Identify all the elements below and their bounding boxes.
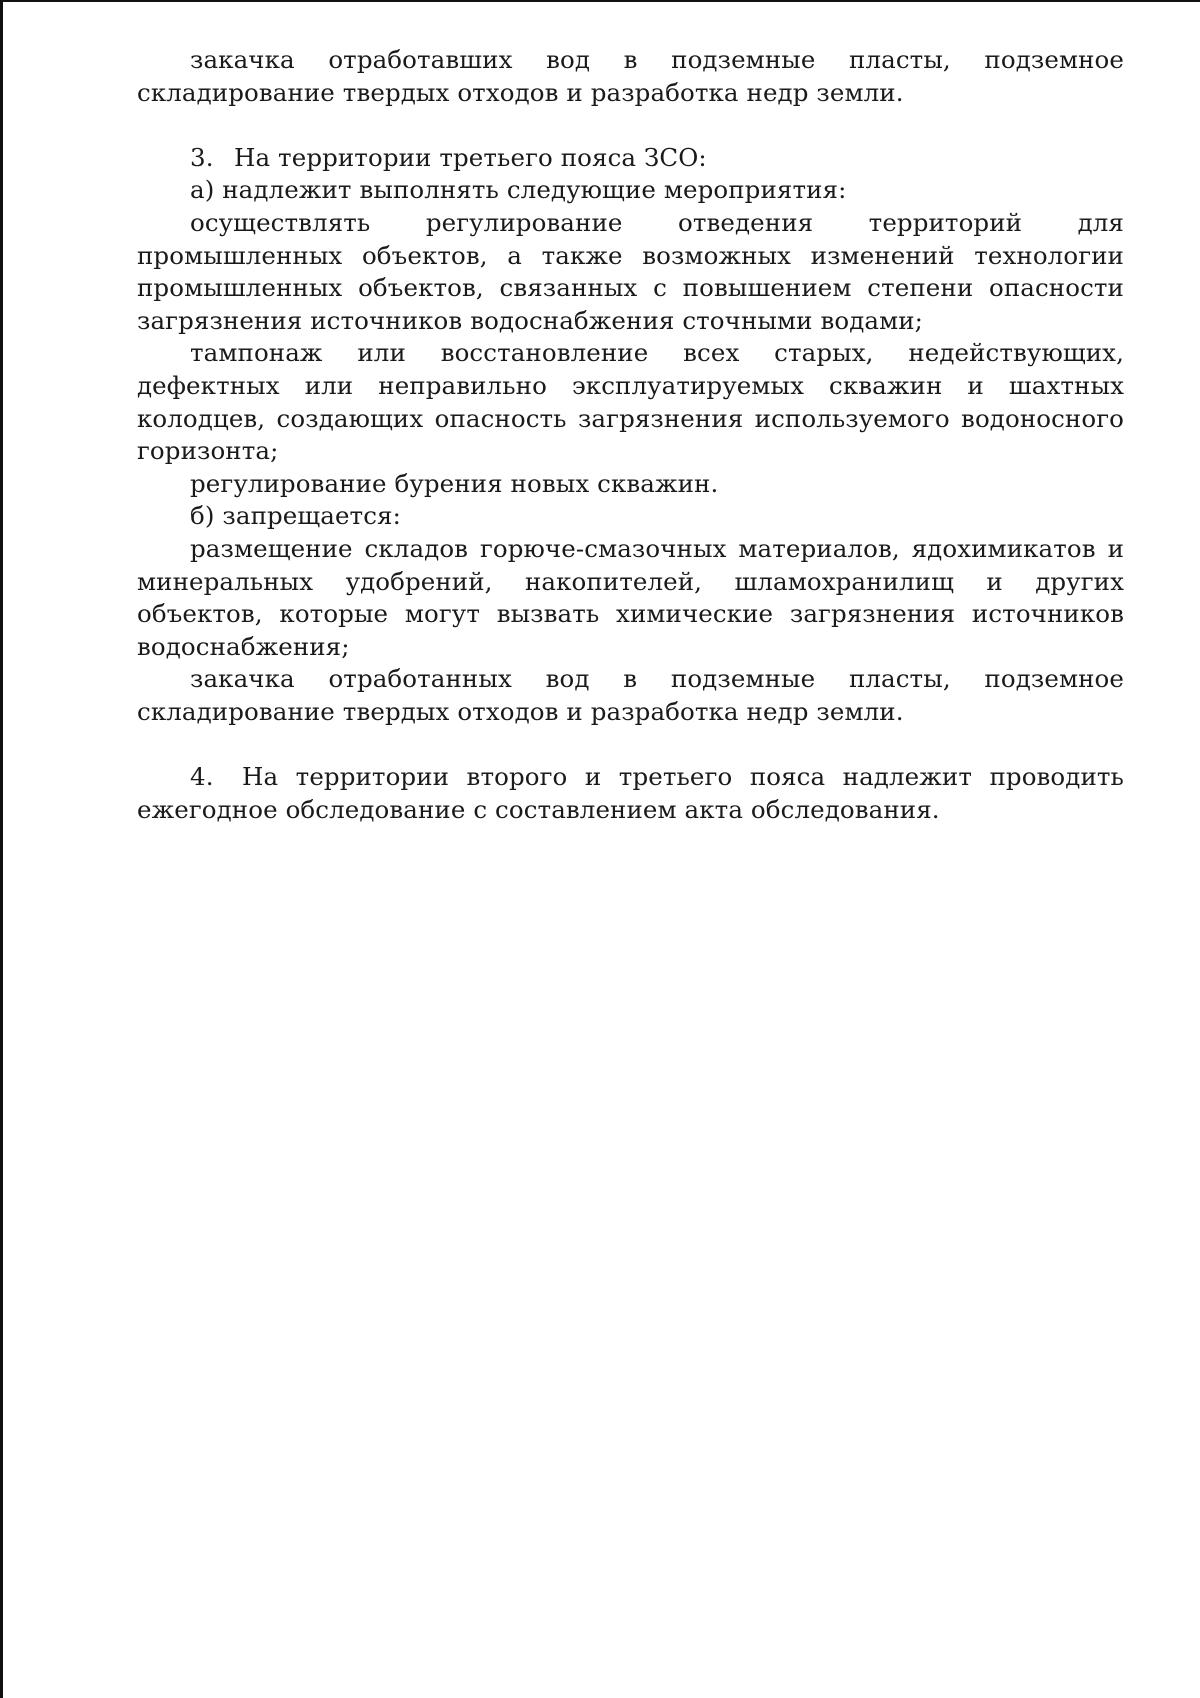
section-3-a-item: тампонаж или восстановление всех старых, недействующих, дефектных или неправильно эксплуатируемых скважин и шахтных колодцев, создающих опасность загрязнения используемого водоносного горизонта; xyxy=(137,338,1124,466)
page-edge-left xyxy=(0,0,3,1698)
page-edge-top xyxy=(0,0,1200,2)
section-3-b-item: размещение складов горюче-смазочных материалов, ядохимикатов и минеральных удобрений, накопителей, шламохранилищ и других объектов, которые могут вызвать химические загрязнения источников водоснабжения; xyxy=(137,533,1124,661)
section-3-heading xyxy=(137,142,1124,175)
paragraph-gap xyxy=(137,109,1124,142)
section-3-title: На территории третьего пояса ЗСО: xyxy=(234,142,707,172)
section-4-number: 4. xyxy=(190,762,214,792)
section-3-a-item: осуществлять регулирование отведения территорий для промышленных объектов, а также возможных изменений технологии промышленных объектов, связанных с повышением степени опасности загрязнения источников водоснабжения сточными водами; xyxy=(137,207,1124,335)
section-3-subheading-b: б) запрещается: xyxy=(190,501,401,531)
document-body xyxy=(137,44,1124,826)
section-4-text: На территории второго и третьего пояса надлежит проводить ежегодное обследование с составлением акта обследования. xyxy=(137,762,1124,824)
section-3-a-item: регулирование бурения новых скважин. xyxy=(190,468,719,498)
paragraph-gap xyxy=(137,728,1124,761)
intro-paragraph: закачка отработавших вод в подземные пласты, подземное складирование твердых отходов и разработка недр земли. xyxy=(137,45,1124,107)
section-3-number: 3. xyxy=(190,142,214,172)
section-4-paragraph xyxy=(137,761,1124,826)
section-3-b-item: закачка отработанных вод в подземные пласты, подземное складирование твердых отходов и разработка недр земли. xyxy=(137,664,1124,726)
section-3-subheading-a: а) надлежит выполнять следующие мероприятия: xyxy=(190,175,847,205)
